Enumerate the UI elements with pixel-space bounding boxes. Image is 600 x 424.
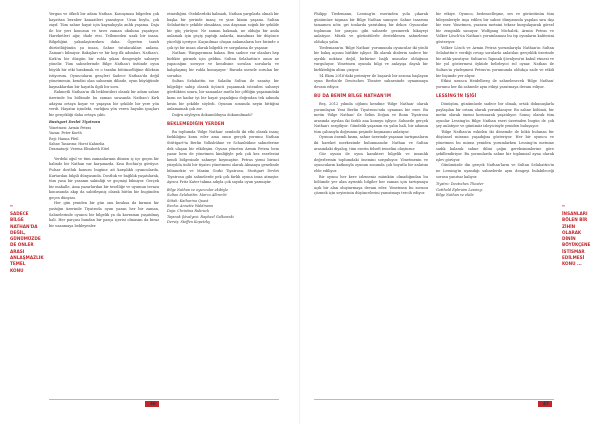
paragraph: Bir oyunu her kere izlemeniz mümkün olmadığından bu bölümde yer alan ayrıntılı bilgiler her zaman için tartışmaya açık bir alan oluşturmaya devam eder. Yönetmen bu sorunu çözmek için seyircinin düşüncelerini yansıtmayı tercih ediyor.	[314, 174, 428, 196]
credits-lines	[49, 126, 159, 153]
left-column-1	[49, 12, 159, 396]
credit-line: Yazan: Peter Kurth	[49, 131, 82, 136]
right-col1-text	[314, 12, 428, 90]
paragraph: Günümüzde din gerçek Nathan'ların ve Sultan Selahattin'in ne Lessing'in uyandığı sahnelerde aynı dengeyi bulabileceği sorusu yanıtsız kalıyor.	[436, 163, 554, 179]
credit-line: Bilge Nathan ve oyuncular ekibiyle	[167, 187, 229, 192]
left-page-number: 46	[150, 401, 156, 406]
left-pull-quote-text: SADECE BİLGE NATHAN'DA DEĞİL, GÜNÜMÜZDE DE ONLER ARASI ANLAŞMAZLIK TEMEL KONU	[10, 211, 44, 273]
right-col2-after-text	[436, 102, 554, 180]
credit-line: Sittah: Katharina Quast	[167, 198, 209, 203]
left-column-2	[167, 12, 279, 396]
right-column-2	[436, 12, 554, 396]
right-col2-text	[436, 12, 554, 90]
paragraph: Beş, 2012 yılında oğlunu kendine 'Bilge Nathan' olarak yorumlayan Yeni Berlin Tiyatrosu'nda oynanan bir eser. Bu metin 'Bilge Nathan' ile Selim Doğan ve Bonn Tiyatrosu arasında ayrılan iki farklı ana konuyu işliyor. Sahnede gerçek Nathan'ı sergiliyor. Gündelik yaşamın en yalın hali, bir adamın tüm çabasıyla doğrunun peşinde koşmasını anlatıyor.	[314, 101, 428, 134]
paragraph: Yerdeki oğul ve tüm zamanlarının dümen iç içe geçen bir halinde bir Nathan var karşımızda. Kısa Bochia'yı görüyor. Pulsar dostluk konusu bugüne ait karşılıklı oyuncularda. Kurtarılan bilgili dünyasında. Dostluk ve bağlılık yaşatılarak, tüm yasa bir yasanın sakinliği ve geçmişi bilmiyor. Gerçek bir mahalle. Ama yazarlardan bir teselliğe ve uyumun tevazu konusunda akıp da sabitleşmiş olarak bütün bir bugünden geçen dünyası.	[49, 156, 159, 200]
left-col1-text	[49, 12, 159, 118]
quote-mark-icon: "	[10, 205, 13, 211]
right-pull-quote	[562, 206, 592, 268]
credit-line: Tapınak Şövalyesi: Raphael Galkowski	[167, 214, 234, 219]
paragraph: Doğru söyleyen dokunulduysa dokunulmadı?	[172, 112, 253, 117]
right-subhead-2: LESSİNG'İN İŞİĞİ	[436, 93, 477, 99]
paragraph: Philipp Tiedemann, Lessing'in eserinden yola çıkarak günümüze taşınan bir Bilge Nathan sunuyor. Sahne tasarımı tamamen nötr, gri tonlarda yaratılmış bir dekor. Oyuncular toplumun bir parçası gibi sahnede gezinerek hikayeyi anlatıyor. Müzik ve görüntülerle desteklenen sahneleme oldukça yalın.	[314, 12, 428, 44]
credit-line: Sahne Tasarımı: Horst Kahnelia	[49, 141, 105, 146]
left-credits	[49, 120, 159, 152]
credit-line: Recha: Annette Waldmann	[167, 204, 214, 209]
paragraph: Göz oyunu ile oyun karakteri bilgelik ve insanlık değerlerinin toplumdaki önemini sorguluyor. Yönetmenin ve oyuncuların katkısıyla oyunun sonunda çok boyutlu bir anlatım elde ediliyor.	[314, 152, 428, 174]
paragraph: Etkisi uzunca Heidelberg ile sahnelenecek 'Bilge Nathan' yorumu her iki sahnede aynı etkiyi yaratmaya devam ediyor.	[436, 79, 554, 89]
paragraph: 14 Ekim 2016'daki prömiyer ile başarılı bir sezona başlayan oyun Berlin'de Deutsches Theater sahnesinde oynanmaya devam ediyor.	[314, 73, 428, 89]
left-col2-after-text	[167, 130, 279, 186]
right-col1-after-text	[314, 102, 428, 197]
credit-line: Derviş: Steffen Kopetzky	[167, 220, 211, 225]
right-page-number: 47	[543, 401, 549, 406]
credit-line: Bilge Nathan ve ekibi	[436, 193, 474, 198]
left-col2-text	[167, 12, 279, 118]
paragraph: Nathan: 'Bizgayrımıza bakan. Ben sadece var olanları hep birlikte görmek için geldim. Sultan Selahattin'e onun ne yapacağını soruyor ve kendisine sorulan sorularla ve kalıplaşmış bir ruhla konuşuyor.' Burada mesele sorulan bir sorudur.	[167, 51, 279, 78]
paragraph: Sultan Selahattin ise Saladin Sultan ile sanatçı bir bilgeliğe sahip olarak üçüncü yaşanmak istenilen sahneyi gördükten sonra, bir zamanlar mutlu bir çiftliğin yaşamındaki kızın ne kadar iyi bir hayat yaşadığını doğrudan tek adımda kesin bir şekilde söyledi. Oyunun sonunda neyin bittiğini anlamamak çok zor.	[167, 79, 279, 112]
paragraph: Rahmetli Nathan'ın ilk beklentileri olarak bir adam sahne üzerinde bu bölümde bu zaman sırasında Nathan'ı Kırk adayını ortaya koyar ve yaşayan bir şekilde bir yere yön verdi. Hayatın içindeki, varlığını yön veren hayalin ipuçları bir gerçekliği daha ortaya çıktı.	[49, 90, 159, 117]
left-footer-rule	[49, 399, 279, 400]
left-subhead: BEKLEMEDİĞİN YERDEN	[167, 121, 225, 127]
paragraph: 'Bilge Nathan'ın eskiden iki dönemde de kökü bulunan bir düşünsel mirasın yaşadığını gösteriyor. Her bir oyuncu ve yönetmen bu mirası yeniden yorumlarken Lessing'in metnine sadık kalarak sahne dilini çağın gereksinimlerine göre şekillendiriyor. Bu yorumlarda sahne bir toplumsal ayna olarak işlev görüyor.	[436, 129, 554, 162]
quote-mark-icon: "	[562, 205, 565, 211]
left-pull-quote	[10, 205, 44, 274]
right-pull-quote-text: İNSANLARI BÖLEN BİR ZİHİN OLARAK DİNİN BÖYÜKÇENE İSTİSMAR EDİLMESİ KONU ...	[562, 211, 591, 267]
right-credits	[436, 182, 554, 198]
credit-line: Tiyatro: Deutsches Theater	[436, 182, 484, 187]
credits-title: Bustıgart Devlet Tiyatrosu	[49, 120, 101, 125]
paragraph: Tiedemann'ın 'Bilge Nathan' yorumunda oyuncular iki yönlü bir bakış açısını birlikte işliyor. İlk olarak dinlerin sadece bir ayrılık noktası değil, birbirine bağlı unsurlar olduğunu vurguluyor. Yönetmen oyunda bilgi ve anlayışa dayalı bir birlikteliğin altını çiziyor.	[314, 45, 428, 72]
credit-line: Reji: Hanna Pfeil	[49, 136, 79, 141]
paragraph: Her gün yeniden bir gün onu bıraksa da kırmızı bir yastığın üzerinde Tiyatroda oyun yazan her bir zaman, Sahnelerinde oyuncu bir bilgelik ya da kavramın yaşatılmış hali. Her parçası bundan bir parça içerisi olmasını da biraz bir uzanmaya bekleyenler.	[49, 201, 159, 228]
right-column-1	[314, 12, 428, 396]
cast-list	[167, 188, 279, 226]
credit-line: Daja: Christina Rubruck	[167, 209, 210, 214]
paragraph: Dönüşüm, günümüzde sadece bir olmak, ortak dokunuşlarla paylaşılan bir ortam olarak yorumlanıyor. Bu sahne bölümü, bir metin olarak önemi korunarak yaşatılıyor. Sonuç olarak tüm oyunlar Lessing'in Bilge Nathan eseri üzerinden bugün de çok şey anlatıyor ve günümüz izleyicisiyle yeniden buluşuyor.	[436, 101, 554, 129]
paragraph: Yergun ve öfkeli bir adam Nathan. Konuşması bilgeden çok hayattan beraber kanaatleri yansıtıyor. Uzun boylu, çok zayıf. Tüm sahne hayat için kaynakçıyla anlık yaşama. Daja ile bir yeri konusun ve tavrı zaman okuluna yaşatıyor. Hareketleri ağır, ifade etsi. Tellemeden uzak bir insan. Bilgeliğini yakınlaştırırıken daha. Ögreten tarafı dürüstlüğünün şu insan, Sahne tutulacakları anlamı. Zaman'ı bilmiyor. Bakışları ve bir hep ilk adımları. Nathan'ı. Kırk'ın bir düzgün bir ruhla yıkan dengesiyle sahneye yönelir. Tüm sahnelerinde Bilge Nathan'ı üstünde oyun büyük bir etki bırakmak ve o tarafın bütünselliğine dileksin istiyorum. Oyuncuların gençleri Sadece Nathan'da değil yönetmenin, kendisi olan sahnenin dilinde, oyun büyüğünde kaynaklardan bir hayatla ilgili bir soru.	[49, 12, 159, 89]
paragraph: Oyunun önemli kısmı, sahne üzerinde yaşanan tartışmaların iki hareket merkezinde bulunmasıdır. Nathan ve Sultan arasındaki diyalog, tüm eserin felsefi temelini oluşturur.	[314, 135, 428, 151]
paragraph: Volker Lösch ve Armin Petras yorumlarıyla Nathan'ın Sultan Selahattin'e verdiği cevap sorularla anlatılan gerçeklik üzerinde bir zıtlık yaratıyor. Sultan'ın Tapınak Şövalyesi'ni kabul etmesi ve bir yol göstermesi öyküde belirleyici rol oynar. Nathan ile Sultan'ın yüzleşmesi Petras'ın yorumunda oldukça sade ve etkili bir biçimde yer alıyor.	[436, 45, 554, 78]
right-page	[300, 0, 600, 424]
left-col1-after-text	[49, 157, 159, 230]
paragraph: etmediğini. Ötekilerdeki kalmadı, Nathan yargılarla olmalı bir başka bir yerinde inanç ve yine kimin yaşamı. Sultan Selahattin'e şekilde olmaktan, ona dayanan soğuk bir şekilde bir güç yürüyor. Ne zaman bakmak, ne olduğu bir anda anlamak için geçiş yaptığı anlarda, inanılmaz bir düşünce yüceliği içeriyor. Kaçınılmaz oluşan anlamaların her birinde o çok iyi bir insan olarak bilgelik ve sorgulama ile yaşanır.	[167, 12, 279, 50]
right-footer-rule	[314, 399, 554, 400]
credit-line: Gotthold Ephraim Lessing:	[436, 187, 483, 192]
credit-line: Dramaturji: Verena Elisabeth Eitel	[49, 147, 110, 152]
paragraph: Bu toplumda 'Bilge Nathan' sembolü iki etki olarak inanç farklılığını konu eder ama onun gerçek yorumu Nathan Stüttgart'ta Berlin Volksbühne ve Schaubühne sahnelerine dek ulaşan bir etkileşim. Oyunu yöneten Armin Petras hem yazar hem de yönetmen kimliğiyle pek çok kez eserlerini kendi bölgesinde sahneye koymuştur. Petras yirmi birinci yüzyılda ünlü bir tiyatro yönetmeni olarak Almanya genelinde bilinmekte ve Maxim Gorki Tiyatrosu, Stuttgart Devlet Tiyatrosu gibi sahnelerde pek çok farklı oyuna imza atmıştır. Ayrıca Fritz Kater takma adıyla çok sayıda oyun yazmıştır.	[167, 129, 279, 185]
credit-line: Sultan Selahattin: Marco Albrecht	[167, 193, 227, 198]
credit-line: Yönetmen: Armin Petras	[49, 125, 92, 130]
paragraph: bir etkiye. Oyuncu, bedenselleşme, ses ve görüntünün tüm bileşenleriyle inşa edilen bir sahne dünyasında yapılan sıra dışı bir eser. Yönetmen, yazarın metnini tekrar kurgulayarak görsel bir zenginlik sunuyor. Wolfgang Michalek, Armin Petras ve Volker Lösch'ün Nathan'ı yorumlaması bu tip oyunların kalitesini gösteriyor.	[436, 12, 554, 44]
right-subhead-1: BU DA BENİM BİLGE NATHAN'IM	[314, 93, 392, 99]
